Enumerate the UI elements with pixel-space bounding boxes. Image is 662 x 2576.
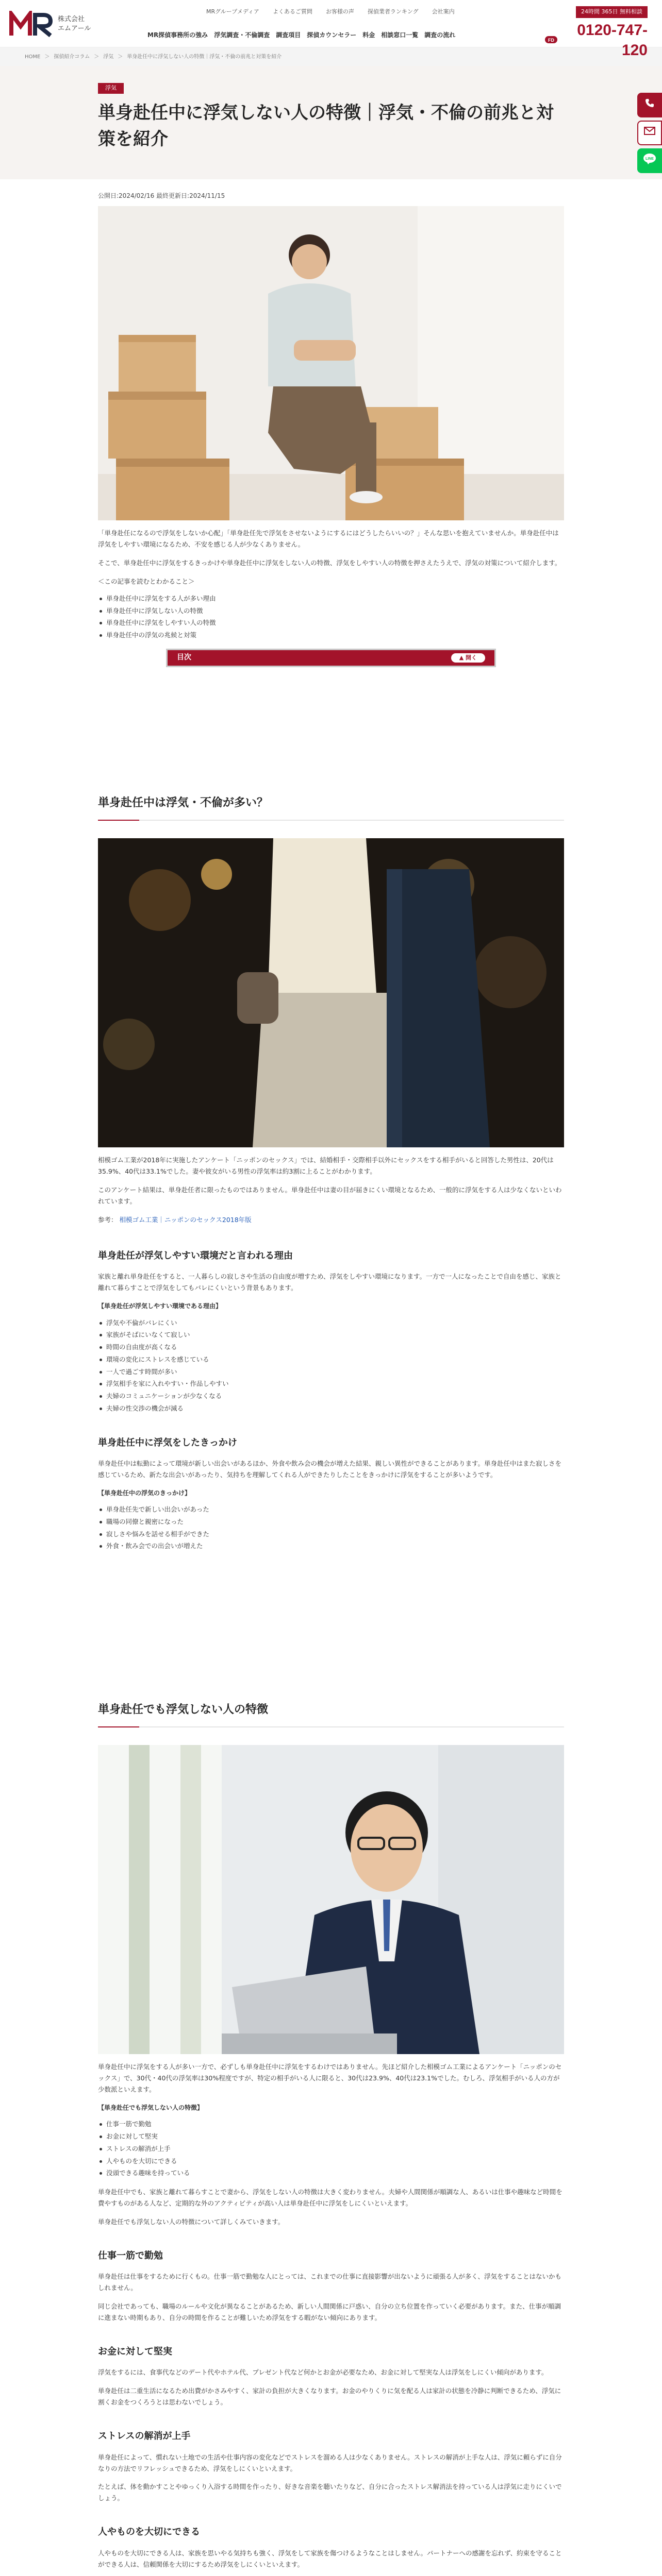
floating-contact-buttons <box>637 93 662 173</box>
subsection-heading: 単身赴任が浮気しやすい環境だと言われる理由 <box>98 1250 293 1261</box>
list-item: 時間の自由度が高くなる <box>98 1341 564 1353</box>
intro-paragraph-1: 「単身赴任になるので浮気をしないか心配」「単身赴任先で浮気をさせないようにするにはどうしたらいいの？」そんな思いを抱えていませんか。単身赴任中は浮気をしやすい環境になるため、不安を感じる人が少なくありません。 <box>98 529 559 549</box>
list-item: 外食・飲み会での出会いが増えた <box>98 1540 564 1552</box>
section1-paragraph-1: 相模ゴム工業が2018年に実施したアンケート「ニッポンのセックス」では、結婚相手・交際相手以外にセックスをする相手がいると回答した男性は、20代は35.9%、40代は33.1%でした。妻や彼女がいる男性の浮気率は約3割に上ることがわかります。 <box>98 1156 554 1176</box>
logo-line2: エムアール <box>58 25 91 32</box>
section2-paragraph-1: 家族と離れ単身赴任をすると、一人暮らしの寂しさや生活の自由度が増すため、浮気をしやすい環境になります。一方で一人になったことで自由を感じ、家族と離れて暮らすことで浮気をしてもバレにくいという背景もあります。 <box>98 1273 561 1292</box>
top-link-faq[interactable]: よくあるご質問 <box>272 8 312 15</box>
article-main-image <box>98 206 564 520</box>
list-item: 夫婦のコミュニケーションが少なくなる <box>98 1390 564 1402</box>
intro-lead: ＜この記事を読むとわかること＞ <box>98 578 195 586</box>
sub2-paragraph-2: 単身赴任は二重生活になるため出費がかさみやすく、家計の負担が大きくなります。お金のやりくりに気を配る人は家計の状態を冷静に判断できるため、浮気に割くお金をつくろうとは思わないでしょう。 <box>98 2387 561 2406</box>
list-item: お金に対して堅実 <box>98 2130 564 2143</box>
subsection-heading: ストレスの解消が上手 <box>98 2431 191 2442</box>
section4-paragraph-1: 単身赴任中に浮気をする人が多い一方で、必ずしも単身赴任中に浮気をするわけではありません。先ほど紹介した相模ゴム工業によるアンケート「ニッポンのセックス」で、30代・40代の浮気率は30%程度ですが、特定の相手がいる人に限ると、30代は23.9%、40代は23.1%でした。むしろ、浮気相手がいる人の方が少数派といえます。 <box>98 2063 562 2094</box>
nav-items[interactable]: 調査項目 <box>276 31 301 39</box>
list-item: 夫婦の性交渉の機会が減る <box>98 1402 564 1415</box>
subsection-heading: お金に対して堅実 <box>98 2346 172 2357</box>
logo-text <box>58 15 91 33</box>
line-icon <box>643 153 656 168</box>
top-link-group-media[interactable]: MRグループメディア <box>206 8 259 15</box>
nav-flow[interactable]: 調査の流れ <box>424 31 456 39</box>
page-title: 単身赴任中に浮気しない人の特徴｜浮気・不倫の前兆と対策を紹介 <box>98 103 554 150</box>
sub3-paragraph-2: たとえば、体を動かすことやゆっくり入浴する時間を作ったり、好きな音楽を聴いたりなど、自分に合ったストレス解消法を持っている人は浮気に走りにくいでしょう。 <box>98 2483 562 2502</box>
nav-price[interactable]: 料金 <box>362 31 375 39</box>
intro-list <box>98 592 564 641</box>
nav-strengths[interactable]: MR探偵事務所の強み <box>147 31 208 39</box>
mail-icon <box>644 127 655 139</box>
nav-cheating-survey[interactable]: 浮気調査・不倫調査 <box>214 31 270 39</box>
businessman-image <box>98 1745 564 2054</box>
list-item: 単身赴任中の浮気の兆候と対策 <box>98 629 564 641</box>
couple-image <box>98 838 564 1147</box>
subsection-heading: 仕事一筋で勤勉 <box>98 2250 163 2261</box>
svg-text:FD: FD <box>548 38 554 43</box>
list-heading: 【単身赴任中の浮気のきっかけ】 <box>98 1489 191 1497</box>
list-item: 単身赴任先で新しい出会いがあった <box>98 1503 564 1516</box>
list-item: 家族がそばにいなくて寂しい <box>98 1329 564 1341</box>
sub2-paragraph-1: 浮気をするには、食事代などのデート代やホテル代、プレゼント代など何かとお金が必要なため、お金に対して堅実な人は浮気をしにくい傾向があります。 <box>98 2368 548 2377</box>
list-item: 単身赴任中に浮気しない人の特徴 <box>98 605 564 617</box>
breadcrumb-sep: ＞ <box>94 54 100 60</box>
side-phone-button[interactable] <box>637 93 662 117</box>
publish-dates: 公開日:2024/02/16 最終更新日:2024/11/15 <box>98 192 225 199</box>
logo-line1: 株式会社 <box>58 15 85 24</box>
toc-label: 目次 <box>177 653 191 662</box>
list-item: 仕事一筋で勤勉 <box>98 2118 564 2130</box>
side-mail-button[interactable] <box>637 121 662 145</box>
phone-icon <box>644 98 655 112</box>
section1-paragraph-2: このアンケート結果は、単身赴任者に限ったものではありません。単身赴任中は妻の目が届きにくい環境となるため、一般的に浮気をする人は少なくないといわれています。 <box>98 1186 562 1206</box>
section-heading: 単身赴任中は浮気・不倫が多い？ <box>98 793 564 821</box>
section-heading: 単身赴任でも浮気しない人の特徴 <box>98 1700 564 1727</box>
list-item: 寂しさや悩みを話せる相手ができた <box>98 1528 564 1540</box>
breadcrumb-home[interactable]: HOME <box>25 54 41 60</box>
breadcrumb-current: 単身赴任中に浮気しない人の特徴｜浮気・不倫の前兆と対策を紹介 <box>127 54 282 60</box>
list-item: 職場の同僚と親密になった <box>98 1516 564 1528</box>
nav-offices[interactable]: 相談窓口一覧 <box>381 31 419 39</box>
breadcrumb-sep: ＞ <box>44 54 50 60</box>
reasons-list <box>98 1317 564 1415</box>
list-item: 浮気相手を家に入れやすい・作品しやすい <box>98 1378 564 1390</box>
table-of-contents[interactable] <box>166 649 496 667</box>
triggers-list <box>98 1503 564 1552</box>
subsection-heading: 人やものを大切にできる <box>98 2527 200 2538</box>
phone-number: 0120-747-120 <box>577 21 648 59</box>
section-non-cheaters <box>98 1700 564 2576</box>
top-link-voices[interactable]: お客様の声 <box>325 8 354 15</box>
svg-text:LINE: LINE <box>646 157 654 161</box>
sub1-paragraph-2: 同じ会社であっても、職場のルールや文化が異なることがあるため、新しい人間関係に戸惑い、自分の立ち位置を作っていく必要があります。また、仕事が順調に進まない時期もあり、自分の時間を作ることが難しいため浮気をする暇がない傾向にあります。 <box>98 2302 561 2321</box>
side-line-button[interactable] <box>637 148 662 173</box>
section4-paragraph-2: 単身赴任中でも、家族と離れて暮らすことで妻から、浮気をしない人の特徴は大きく変わりません。夫婦や人間関係が順調な人、あるいは仕事や趣味など時間を費やすものがある人など、定期的な外のアクティビティが高い人は単身赴任中に浮気をしにくいといえます。 <box>98 2188 562 2208</box>
sub3-paragraph-1: 単身赴任によって、慣れない土地での生活や仕事内容の変化などでストレスを溜める人は少なくありません。ストレスの解消が上手な人は、浮気に頼らずに自分なりの方法でリフレッシュできるため、浮気をしにくいといえます。 <box>98 2453 562 2472</box>
list-item: 一人で過ごす時間が多い <box>98 1366 564 1378</box>
breadcrumb-category[interactable]: 浮気 <box>103 54 114 60</box>
breadcrumb-sep: ＞ <box>118 54 123 60</box>
toc-toggle-button[interactable]: ▲ 開く <box>451 653 485 663</box>
category-tag[interactable]: 浮気 <box>98 83 124 94</box>
article-hero <box>0 66 662 179</box>
phone-icon <box>544 30 558 50</box>
top-link-company[interactable]: 会社案内 <box>432 8 455 15</box>
list-item: 単身赴任中に浮気をしやすい人の特徴 <box>98 617 564 629</box>
list-item: 人やものを大切にできる <box>98 2155 564 2167</box>
intro-paragraph-2: そこで、単身赴任中に浮気をするきっかけや単身赴任中に浮気をしない人の特徴、浮気をしやすい人の特徴を押さえたうえで、浮気の対策について紹介します。 <box>98 559 561 567</box>
list-heading: 【単身赴任が浮気しやすい環境である理由】 <box>98 1302 222 1310</box>
top-links <box>206 7 455 17</box>
top-link-ranking[interactable]: 探偵業者ランキング <box>367 8 419 15</box>
nav-counselor[interactable]: 探偵カウンセラー <box>307 31 357 39</box>
list-item: 単身赴任中に浮気をする人が多い理由 <box>98 592 564 605</box>
section3-paragraph-1: 単身赴任中は転勤によって環境が新しい出会いがあるほか、外食や飲み会の機会が増えた結果、親しい異性ができることがあります。単身赴任中はまた寂しさを感じているため、新たな出会いがあったり、気持ちを理解してくれる人ができたりしたことをきっかけに浮気をすることが多いようです。 <box>98 1460 562 1479</box>
breadcrumb-column[interactable]: 探偵紹介コラム <box>54 54 90 60</box>
section4-paragraph-3: 単身赴任でも浮気しない人の特徴について詳しくみていきます。 <box>98 2217 285 2226</box>
header-contact <box>544 6 648 60</box>
phone-link[interactable] <box>544 20 648 60</box>
list-item: ストレスの解消が上手 <box>98 2143 564 2155</box>
list-item: 環境の変化にストレスを感じている <box>98 1353 564 1366</box>
reference-link[interactable]: 相模ゴム工業｜ニッポンのセックス2018年版 <box>119 1215 252 1224</box>
list-item: 没頭できる趣味を持っている <box>98 2167 564 2179</box>
logo-mark-icon <box>9 11 54 38</box>
list-item: 浮気や不倫がバレにくい <box>98 1317 564 1329</box>
section-cheating-rate <box>98 793 564 1552</box>
sub4-paragraph-1: 人やものを大切にできる人は、家族を思いやる気持ちも強く、浮気をして家族を傷つけるようなことはしません。パートナーへの感謝を忘れず、約束を守ることができる人は、信頼関係を大切にするため浮気をしにくいといえます。 <box>98 2549 562 2568</box>
traits-list <box>98 2118 564 2179</box>
subsection-heading: 単身赴任中に浮気をしたきっかけ <box>98 1437 237 1448</box>
article-body <box>98 179 564 667</box>
free-consult-badge: 24時間 365日 無料相談 <box>576 6 648 18</box>
main-nav <box>147 30 455 40</box>
site-logo[interactable] <box>9 9 102 39</box>
reference <box>98 1214 564 1226</box>
reference-label: 参考： <box>98 1215 118 1224</box>
sub1-paragraph-1: 単身赴任は仕事をするために行くもの。仕事一筋で勤勉な人にとっては、これまでの仕事に直接影響が出ないように頑張る人が多く、浮気をすることはないかもしれません。 <box>98 2273 562 2292</box>
list-heading: 【単身赴任でも浮気しない人の特徴】 <box>98 2104 204 2112</box>
